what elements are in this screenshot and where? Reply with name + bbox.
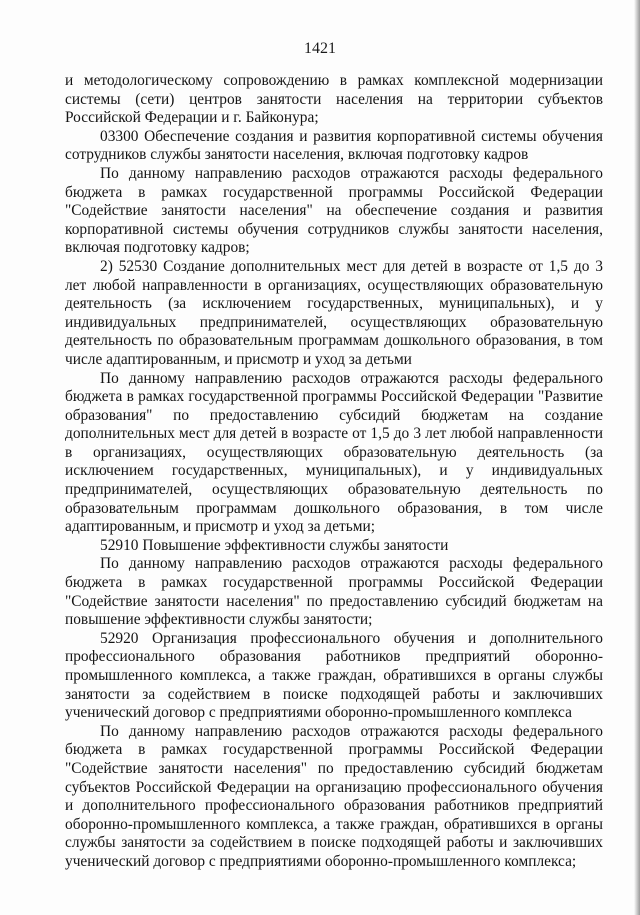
page-number: 1421 [304, 40, 336, 57]
paragraph-continuation: и методологическому сопровождению в рамках комплексной модернизации системы (сети) центров занятости населения на территории субъектов Российской Федерации и г. Байконура; [65, 72, 603, 127]
paragraph-heading-52920: 52920 Организация профессионального обучения и дополнительного профессионального образования работников предприятий оборонно-промышленного комплекса, а также граждан, обратившихся в органы службы занятости за содействием в поиске подходящей работы и заключивших ученический договор с предприятиями оборонно-промышленного комплекса [65, 629, 603, 722]
document-body [65, 72, 603, 872]
paragraph-heading-03300: 03300 Обеспечение создания и развития корпоративной системы обучения сотрудников службы занятости населения, включая подготовку кадров [65, 127, 603, 164]
scan-edge-shadow [634, 0, 640, 915]
paragraph-description-52910: По данному направлению расходов отражаются расходы федерального бюджета в рамках государственной программы Российской Федерации "Содействие занятости населения" по предоставлению субсидий бюджетам на повышение эффективности службы занятости; [65, 555, 603, 629]
paragraph-description-03300: По данному направлению расходов отражаются расходы федерального бюджета в рамках государственной программы Российской Федерации "Содействие занятости населения" на обеспечение создания и развития корпоративной системы обучения сотрудников службы занятости населения, включая подготовку кадров; [65, 164, 603, 257]
paragraph-description-52920: По данному направлению расходов отражаются расходы федерального бюджета в рамках государственной программы Российской Федерации "Содействие занятости населения" по предоставлению субсидий бюджетам субъектов Российской Федерации на организацию профессионального обучения и дополнительного профессионального образования работников предприятий оборонно-промышленного комплекса, а также граждан, обратившихся в органы службы занятости за содействием в поиске подходящей работы и заключивших ученический договор с предприятиями оборонно-промышленного комплекса; [65, 722, 603, 870]
paragraph-heading-52910: 52910 Повышение эффективности службы занятости [100, 536, 449, 554]
paragraph-description-52530: По данному направлению расходов отражаются расходы федерального бюджета в рамках государственной программы Российской Федерации "Развитие образования" по предоставлению субсидий бюджетам на создание дополнительных мест для детей в возрасте от 1,5 до 3 лет любой направленности в организациях, осуществляющих образовательную деятельность (за исключением государственных, муниципальных), и у индивидуальных предпринимателей, осуществляющих образовательную деятельность по образовательным программам дошкольного образования, в том числе адаптированным, и присмотр и уход за детьми; [65, 369, 603, 536]
paragraph-heading-52530: 2) 52530 Создание дополнительных мест для детей в возрасте от 1,5 до 3 лет любой направленности в организациях, осуществляющих образовательную деятельность (за исключением государственных, муниципальных), и у индивидуальных предпринимателей, осуществляющих образовательную деятельность по образовательным программам дошкольного образования, в том числе адаптированным, и присмотр и уход за детьми [65, 257, 603, 368]
